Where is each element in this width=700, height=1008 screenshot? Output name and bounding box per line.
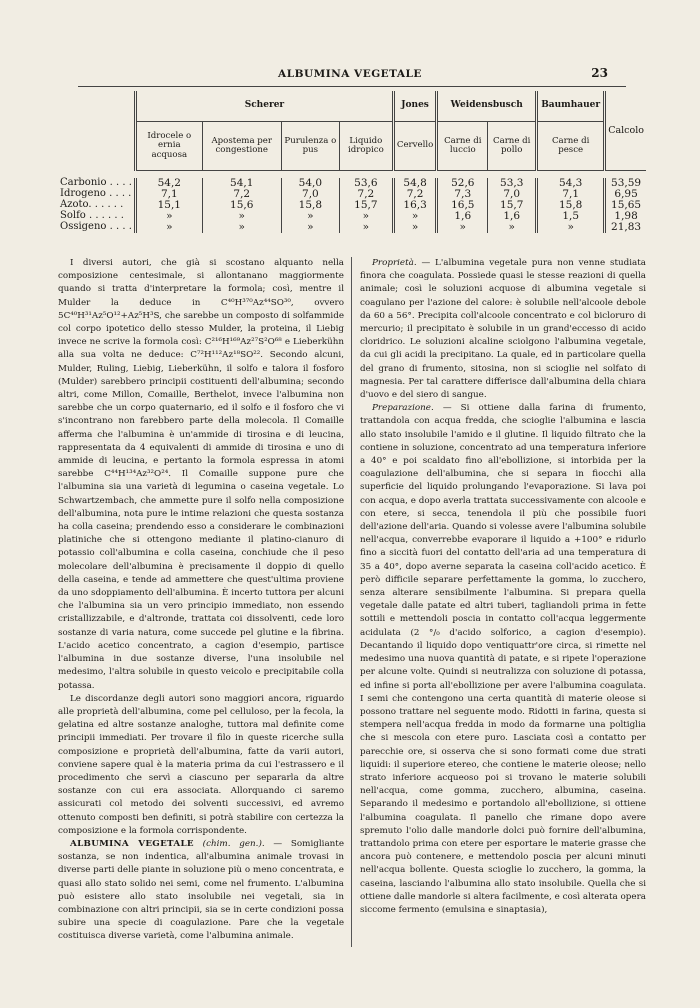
paragraph-text: — Si ottiene dalla farina di frumento, trattandola con acqua fredda, che scioglie l'albumina e lascia allo stato insolubile l'amido e il glutine. Il liquido filtrato che la contiene in soluzione, concentrato ad una temperatura inferiore a 40° e poi scaldato fino all'ebollizione, si intorbida per la coagulazione dell'albumina, che si separa in fiocchi alla superficie del liquido prolungando l'evaporazione. Si lava poi con acqua, e dopo averla trattata successivamente con alcoole e con etere, si secca, tenendola il più che possibile fuori dell'azione dell'aria. Quando si volesse avere l'albumina solubile nell'acqua, converrebbe evaporare il liquido a +100° e ridurlo fino a siccità fuori del contatto dell'aria ad una temperatura di 35 a 40°, dopo averne separata la caseina coll'acido acetico. È però difficile separare perfettamente la gomma, lo zucchero, senza alterare sensibilmente l'albumina. Si prepara quella vegetale dalle patate ed altri tuberi, tagliandoli prima in fette sottili e mettendoli poscia in contatto coll'acqua leggermente acidulata (2 °/₀ d'acido solforico, a cagion d'esempio). Decantando il liquido dopo ventiquattr'ore circa, si rimette nel medesimo una nuova quantità di patate, e si ripete l'operazione per alcune volte. Quindi si neutralizza con soluzione di potassa, ed infine si porta all'ebollizione per avere l'albumina coagulata. I semi che contengono una certa quantità di materie oleose si possono trattare nel seguente modo. Ridotti in farina, questa si stempera nell'acqua fredda in modo da formarne una poltiglia che si mescola con etere puro. Lasciata così a contatto per parecchie ore, si osserva che si sono formati come due strati liquidi: il superiore etereo, che contiene le materie oleose; nello strato inferiore acqueoso poi si trovano le materie solubili nell'acqua, come gomma, zucchero, albumina, caseina. Separando il medesimo e portandolo all'ebollizione, si ottiene l'albumina coagulata. Il panello che rimane dopo avere spremuto l'olio dalle mandorle dolci può fornire dell'albumina, trattandolo prima con etere per esportare le materie grasse che ancora può contenere, e mettendolo poscia per alcuni minuti nell'acqua bollente. Questa scioglie lo zucchero, la gomma, la caseina, lasciando l'albumina allo stato insolubile. Quella che si ottiene dalle mandorle si altera facilmente, e così alterata opera siccome fermento (emulsina e sinaptasia),	[360, 403, 646, 915]
running-header-title: ALBUMINA VEGETALE	[278, 68, 422, 80]
group-header-jones: Jones	[393, 91, 436, 122]
subheader: Liquido idropico	[339, 122, 393, 171]
group-header-weidensbusch: Weidensbusch	[437, 91, 537, 122]
text-columns	[58, 257, 646, 947]
cell: »	[393, 211, 436, 222]
composition-table	[58, 91, 646, 233]
table-row	[58, 222, 646, 233]
cell: 52,6	[437, 178, 488, 189]
subheader: Carne di luccio	[437, 122, 488, 171]
cell: 54,3	[537, 178, 605, 189]
cell: 1,5	[537, 211, 605, 222]
cell: 15,6	[202, 200, 281, 211]
table-corner	[58, 91, 136, 171]
cell: 53,6	[339, 178, 393, 189]
header-rule	[78, 86, 626, 87]
cell: 53,59	[605, 178, 646, 189]
cell: 15,7	[339, 200, 393, 211]
cell: »	[339, 222, 393, 233]
subheader: Carne di pollo	[488, 122, 537, 171]
row-label: Azoto. . . . . .	[60, 199, 124, 211]
cell: »	[136, 222, 203, 233]
page-number: 23	[591, 66, 608, 80]
cell: 15,8	[281, 200, 339, 211]
cell: »	[393, 222, 436, 233]
subheader: Apostema per congestione	[202, 122, 281, 171]
cell: 7,1	[136, 189, 203, 200]
cell: 7,1	[537, 189, 605, 200]
table-row	[58, 178, 646, 189]
row-label: Carbonio . . . .	[60, 177, 132, 189]
group-header-baumhauer: Baumhauer	[537, 91, 605, 122]
cell: »	[437, 222, 488, 233]
cell: 54,1	[202, 178, 281, 189]
cell: »	[281, 222, 339, 233]
cell: 7,0	[281, 189, 339, 200]
cell: »	[202, 222, 281, 233]
cell: 1,98	[605, 211, 646, 222]
cell: 15,8	[537, 200, 605, 211]
paragraph-text: — Somigliante sostanza, se non indentica, all'albumina animale trovasi in diverse parti delle piante in soluzione più o meno concentrata, e quasi allo stato solido nei semi, come nel frumento. L'albumina può esistere allo stato insolubile nei vegetali, sia in combinazione con altri principii, sia se in certe condizioni possa subire una specie di coagulazione. Pare che la vegetale costituisca diverse varietà, come l'albumina animale.	[58, 838, 344, 942]
section-label-proprieta: Proprietà.	[372, 258, 417, 268]
cell: 6,95	[605, 189, 646, 200]
column-divider	[351, 257, 352, 947]
cell: 54,2	[136, 178, 203, 189]
cell: 15,7	[488, 200, 537, 211]
entry-heading: ALBUMINA VEGETALE	[70, 838, 194, 849]
paragraph-text: — L'albumina vegetale pura non venne studiata finora che coagulata. Possiede quasi le stesse reazioni di quella animale; così le soluzioni acquose di albumina vegetale si coagulano per l'azione del calore: è solubile nell'alcoole debole da 60 a 56°. Precipita coll'alcoole concentrato e col bicloruro di mercurio; il precipitato è solubile in un grand'eccesso di acido cloridrico. Le soluzioni alcaline sciolgono l'albumina vegetale, da cui gli acidi la precipitano. La quale, ed in particolare quella del grano di frumento, sitosina, non si scioglie nel solfato di magnesia. Per tal carattere differisce dall'albumina della chiara d'uovo e del siero di sangue.	[360, 258, 646, 401]
paragraph: I diversi autori, che già si scostano alquanto nella composizione centesimale, si allontanano maggiormente quando si tratta d'interpretare la formola; così, mentre il Mulder la deduce in C⁴⁰H³⁷⁰Az⁴⁴SO³⁰, ovvero 5C⁴⁰H³¹Az⁵O¹²+Az⁵H³S, che sarebbe un composto di solfammide col corpo ipotetico dello stesso Mulder, la proteina, il Liebig invece ne scrive la formola così: C²¹⁶H¹⁶⁹Az²⁷S²O⁶⁸ e Lieberkühn alla sua volta ne deduce: C⁷²H¹¹²Az¹⁸SO²². Secondo alcuni, Mulder, Ruling, Liebig, Lieberkühn, il solfo e talora il fosforo (Mulder) sarebbero principii costituenti dell'albumina; secondo altri, come Millon, Comaille, Berthelot, invece l'albumina non sarebbe che un corpo quaternario, ed il solfo e il fosforo che vi s'incontrano non farebbero parte della molecola. Il Comaille afferma che l'albumina è un'ammide di tirosina e di leucina, rappresentata da 4 equivalenti di ammide di tirosina e uno di ammide di leucina, e pertanto la formola espressa in atomi sarebbe C⁴⁴H¹³⁴Az³²O²⁴. Il Comaille suppone pure che l'albumina sia una varietà di legumina o caseina vegetale. Lo Schwartzembach, che ammette pure il solfo nella composizione dell'albumina, nota pure le intime relazioni che questa sostanza ha colla caseina; prendendo esso a considerare le combinazioni platiniche che si ottengono mediante il platino-cianuro di potassio coll'albumina e colla caseina, conchiude che il peso molecolare dell'albumina è precisamente il doppio di quello della caseina, e tende ad ammettere che quest'ultima proviene da uno sdoppiamento dell'albumina. È incerto tuttora per alcuni che l'albumina sia un vero principio immediato, non essendo cristallizzabile, e d'altronde, trattata coi dissolventi, cede loro sostanze di varia natura, come succede pel glutine e la fibrina. L'acido acetico concentrato, a cagion d'esempio, partisce l'albumina in due sostanze diverse, l'una insolubile nel medesimo, l'altra solubile in questo veicolo e precipitabile colla potassa.	[58, 258, 344, 691]
cell: 7,2	[339, 189, 393, 200]
section-label-preparazione: Preparazione.	[372, 403, 434, 414]
cell: 16,5	[437, 200, 488, 211]
cell: 54,0	[281, 178, 339, 189]
row-label: Solfo . . . . . .	[60, 210, 124, 222]
cell: »	[537, 222, 605, 233]
cell: »	[202, 211, 281, 222]
left-column	[58, 257, 344, 944]
cell: 15,1	[136, 200, 203, 211]
cell: 53,3	[488, 178, 537, 189]
cell: 7,2	[393, 189, 436, 200]
cell: 15,65	[605, 200, 646, 211]
paragraph: Le discordanze degli autori sono maggiori ancora, riguardo alle proprietà dell'albumina, come pel celluloso, per la fecola, la gelatina ed altre sostanze analoghe, tuttora mal definite come principii immediati. Per trovare il filo in queste ricerche sulla composizione e proprietà dell'albumina, fatte da varii autori, conviene sapere qual è la materia prima da cui l'estrassero e il procedimento che servì a ciascuno per separarla da altre sostanze con cui era associata. Allorquando ci saremo assicurati col metodo dei solventi successivi, ed avremo ottenuto composti ben definiti, si potrà stabilire con certezza la composizione e la formola corrispondente.	[58, 693, 344, 836]
cell: 16,3	[393, 200, 436, 211]
subheader: Carne di pesce	[537, 122, 605, 171]
paragraph	[360, 257, 646, 402]
paragraph	[360, 402, 646, 917]
cell: »	[136, 211, 203, 222]
cell: 21,83	[605, 222, 646, 233]
entry-subheading: (chim. gen.).	[202, 838, 265, 849]
row-label: Ossigeno . . . .	[60, 221, 132, 233]
cell: 7,3	[437, 189, 488, 200]
subheader: Purulenza o pus	[281, 122, 339, 171]
cell: 7,0	[488, 189, 537, 200]
group-header-scherer: Scherer	[136, 91, 394, 122]
subheader: Cervello	[393, 122, 436, 171]
cell: 7,2	[202, 189, 281, 200]
row-label: Idrogeno . . . .	[60, 188, 132, 200]
cell: »	[488, 222, 537, 233]
cell: 1,6	[437, 211, 488, 222]
paragraph	[58, 838, 344, 944]
cell: 1,6	[488, 211, 537, 222]
table-row	[58, 189, 646, 200]
table-row	[58, 200, 646, 211]
right-column	[360, 257, 646, 917]
subheader: Idrocele o ernia acquosa	[136, 122, 203, 171]
cell: »	[281, 211, 339, 222]
group-header-calcolo: Calcolo	[605, 91, 646, 171]
cell: 54,8	[393, 178, 436, 189]
table-row	[58, 211, 646, 222]
cell: »	[339, 211, 393, 222]
